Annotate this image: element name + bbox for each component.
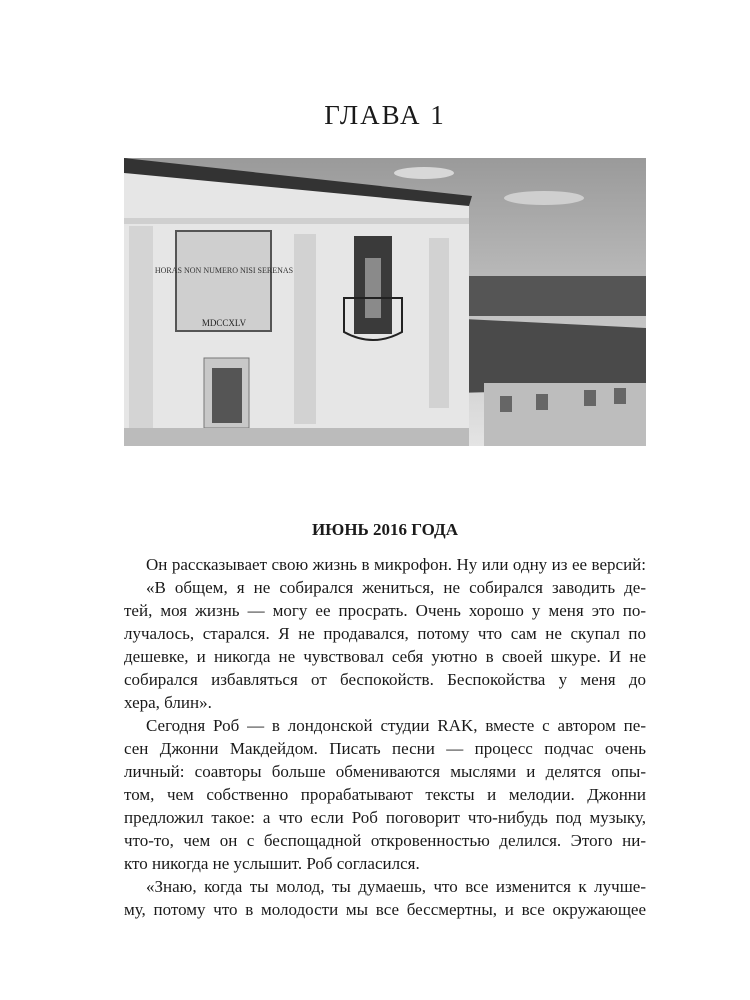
section-heading: ИЮНЬ 2016 ГОДА xyxy=(311,520,459,539)
text-line: Он рассказывает свою жизнь в микрофон. Ну или одну из ее версий: xyxy=(146,555,646,574)
text-line: том, чем собственно прорабатывают тексты и мелодии. Джонни xyxy=(124,785,646,804)
text-line: лучалось, старался. Я не продавался, потому что сам не скупал по xyxy=(124,624,646,643)
text-line: дешевке, и никогда не чувствовал себя уютно в своей шкуре. И не xyxy=(124,647,646,666)
text-line: хера, блин». xyxy=(124,693,212,712)
text-line: предложил такое: а что если Роб поговорит что-нибудь под музыку, xyxy=(124,808,646,827)
text-line: что-то, чем он с беспощадной откровенностью делился. Этого ни- xyxy=(124,831,646,850)
text-line: «В общем, я не собирался жениться, не собирался заводить де- xyxy=(146,578,646,597)
text-line: му, потому что в молодости мы все бессмертны, и все окружающее xyxy=(124,900,646,919)
text-line: собирался избавляться от беспокойств. Беспокойства у меня до xyxy=(124,670,646,689)
sundial-motto: HORAS NON NUMERO NISI SERENAS xyxy=(154,266,294,275)
sundial-date: MDCCXLV xyxy=(201,318,247,328)
text-line: Сегодня Роб — в лондонской студии RAK, вместе с автором пе- xyxy=(146,716,646,735)
chapter-photo xyxy=(124,158,646,446)
text-line: личный: соавторы больше обмениваются мыслями и делятся опы- xyxy=(124,762,646,781)
chapter-title: ГЛАВА 1 xyxy=(324,100,446,130)
text-line: тей, моя жизнь — могу ее просрать. Очень хорошо у меня это по- xyxy=(124,601,646,620)
text-line: сен Джонни Макдейдом. Писать песни — процесс подчас очень xyxy=(124,739,646,758)
body-text xyxy=(124,553,646,921)
text-line: кто никогда не услышит. Роб согласился. xyxy=(124,854,420,873)
text-line: «Знаю, когда ты молод, ты думаешь, что все изменится к лучше- xyxy=(146,877,646,896)
